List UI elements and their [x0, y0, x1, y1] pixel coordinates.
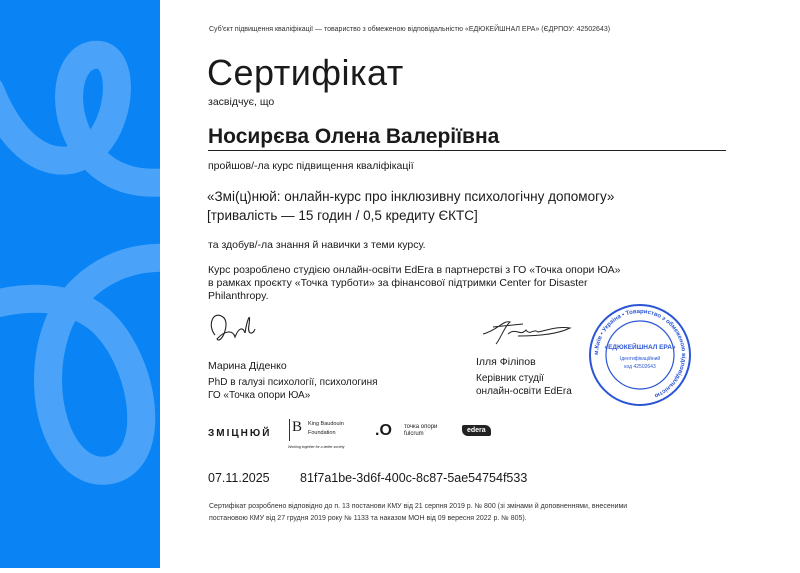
official-stamp-icon	[588, 303, 692, 407]
about-line-2: в рамках проєкту «Точка турботи» за фінансової підтримки Center for Disaster	[208, 277, 588, 289]
kbf-crest-icon: B	[292, 419, 303, 435]
signatory-role-1a: PhD в галузі психології, психологиня	[208, 377, 378, 388]
signature-didenko-icon	[205, 305, 260, 350]
fulcrum-logo-icon: .O	[375, 422, 392, 439]
about-line-1: Курс розроблено студією онлайн-освіти EdEra в партнерстві з ГО «Точка опори ЮА»	[208, 264, 621, 276]
legal-line-2: постановою КМУ від 27 грудня 2019 року № 1133 та наказом МОН від 09 вересня 2022 р. № 805).	[209, 515, 527, 522]
stamp-ident: Ідентифікаційний	[619, 356, 661, 362]
signatory-role-1b: ГО «Точка опори ЮА»	[208, 390, 311, 401]
signatory-name-2: Ілля Філіпов	[476, 356, 536, 368]
stamp-outer-text: м.Київ • Україна • Товариство з обмеженою відповідальністю	[593, 308, 687, 399]
completed-text: пройшов/-ла курс підвищення кваліфікації	[208, 160, 414, 172]
name-underline	[208, 150, 726, 151]
acquired-text: та здобув/-ла знання й навички з теми курсу.	[208, 239, 426, 251]
kbf-divider	[289, 419, 290, 441]
stamp-code: код 42502643	[624, 364, 656, 370]
decorative-side-panel	[0, 0, 160, 568]
signature-filipov-icon	[478, 312, 573, 347]
certificate-title: Сертифікат	[207, 52, 404, 93]
course-title: «Змі(ц)нюй: онлайн-курс про інклюзивну психологічну допомогу»	[207, 189, 615, 204]
kbf-tagline: Working together for a better society	[288, 445, 345, 449]
loop-pattern-icon	[0, 0, 160, 568]
stamp-center-text: «ЕДЮКЕЙШНАЛ ЕРА»	[604, 344, 676, 351]
zmitsniui-logo: ЗМІЦНЮЙ	[208, 428, 272, 439]
certificate-id: 81f7a1be-3d6f-400c-8c87-5ae54754f533	[300, 471, 528, 485]
signatory-name-1: Марина Діденко	[208, 360, 287, 372]
edera-logo: edera	[462, 425, 491, 436]
signatory-role-2a: Керівник студії	[476, 373, 544, 384]
about-line-3: Philanthropy.	[208, 290, 269, 302]
legal-line-1: Сертифікат розроблено відповідно до п. 13 постанови КМУ від 21 серпня 2019 р. № 800 (зі змінами й доповненнями, внесеними	[209, 503, 628, 510]
signatory-role-2b: онлайн-освіти EdEra	[476, 386, 572, 397]
fulcrum-logo-line1: точка опори	[404, 424, 438, 430]
issue-date: 07.11.2025	[208, 471, 270, 485]
svg-text:м.Київ • Україна • Товариство	[594, 309, 686, 398]
provider-line: Суб'єкт підвищення кваліфікації — товариство з обмеженою відповідальністю «ЕДЮКЕЙШНАЛ ЕРА» (ЄДРПОУ: 42502643)	[209, 26, 611, 33]
certifies-text: засвідчує, що	[208, 96, 275, 108]
recipient-name: Носирєва Олена Валеріївна	[208, 125, 500, 148]
fulcrum-logo-line2: fulcrum	[404, 431, 424, 437]
kbf-logo-line2: Foundation	[308, 430, 336, 436]
kbf-logo-line1: King Baudouin	[308, 421, 344, 427]
course-duration: [тривалість — 15 годин / 0,5 кредиту ЄКТС]	[207, 208, 478, 223]
